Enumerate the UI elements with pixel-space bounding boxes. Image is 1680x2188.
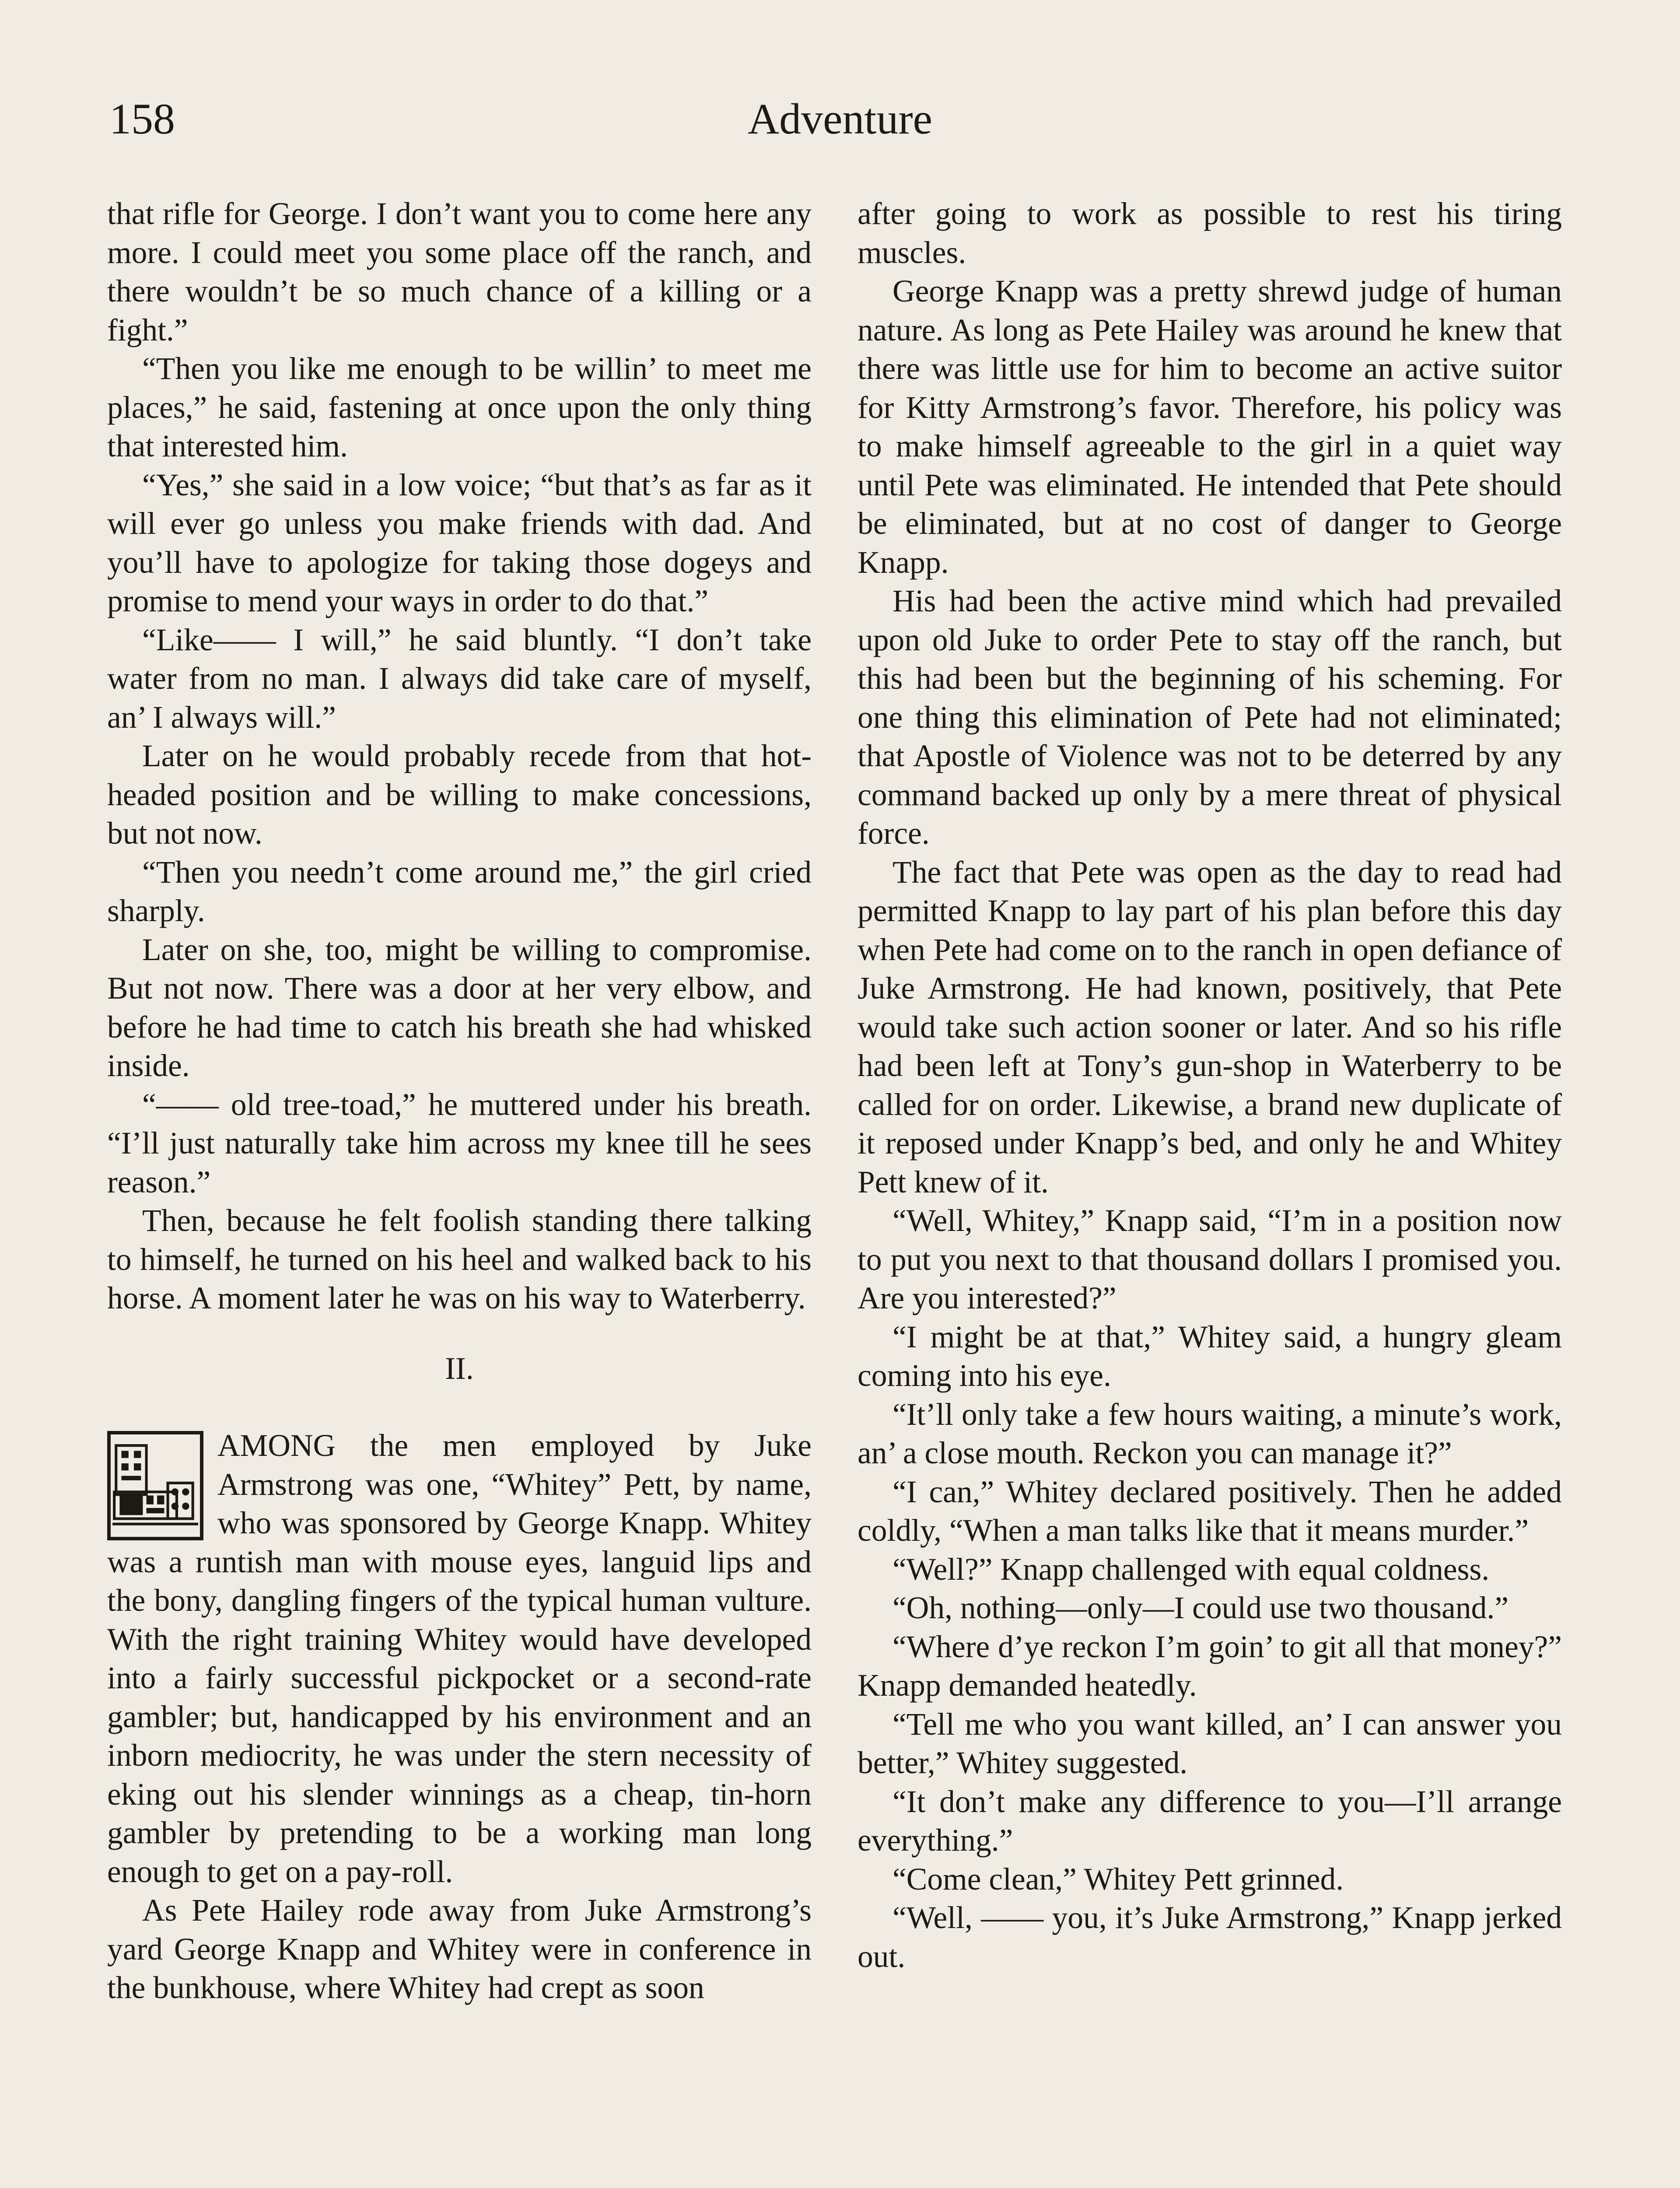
running-head-title: Adventure xyxy=(747,95,933,143)
dropcap-illustration-icon xyxy=(107,1431,203,1540)
paragraph: “It’ll only take a few hours waiting, a minute’s work, an’ a close mouth. Reckon you can manage it?” xyxy=(858,1397,1562,1470)
paragraph: “Then you like me enough to be willin’ to meet me places,” he said, fastening at once upon the only thing that interested him. xyxy=(107,351,812,463)
paragraph: The fact that Pete was open as the day to read had permitted Knapp to lay part of his plan before this day when Pete had come on to the ranch in open defiance of Juke Armstrong. He had known, positively, that Pete would take such action sooner or later. And so his rifle had been left at Tony’s gun-shop in Waterberry to be called for on order. Likewise, a brand new duplicate of it reposed under Knapp’s bed, and only he and Whitey Pett knew of it. xyxy=(858,855,1562,1199)
paragraph: “Well, —— you, it’s Juke Armstrong,” Knapp jerked out. xyxy=(858,1900,1562,1974)
paragraph: that rifle for George. I don’t want you to come here any more. I could meet you some place off the ranch, and there wouldn’t be so much chance of a killing or a fight.” xyxy=(107,196,812,347)
paragraph: “—— old tree-toad,” he muttered under his breath. “I’ll just naturally take him across my knee till he sees reason.” xyxy=(107,1087,812,1199)
paragraph: His had been the active mind which had prevailed upon old Juke to order Pete to stay off the ranch, but this had been but the beginning of his scheming. For one thing this elimination of Pete had not eliminated; that Apostle of Violence was not to be deterred by any command backed up only by a mere threat of physical force. xyxy=(858,584,1562,851)
paragraph: AMONG the men employed by Juke Armstrong was one, “Whitey” Pett, by name, who was sponsored by George Knapp. Whitey was a runtish man with mouse eyes, languid lips and the bony, dangling fingers of the typical human vulture. With the right training Whitey would have developed into a fairly successful pickpocket or a second-rate gambler; but, handicapped by his environment and an inborn mediocrity, he was under the stern necessity of eking out his slender winnings as a cheap, tin-horn gambler by pretending to be a working man long enough to get on a pay-roll. xyxy=(107,1428,812,1889)
paragraph: “Tell me who you want killed, an’ I can answer you better,” Whitey suggested. xyxy=(858,1707,1562,1780)
paragraph: “Like—— I will,” he said bluntly. “I don’t take water from no man. I always did take care of myself, an’ I always will.” xyxy=(107,622,812,735)
paragraph: Then, because he felt foolish standing there talking to himself, he turned on his heel and walked back to his horse. A moment later he was on his way to Waterberry. xyxy=(107,1203,812,1315)
paragraph: after going to work as possible to rest his tiring muscles. xyxy=(858,196,1562,270)
paragraph: “It don’t make any difference to you—I’ll arrange everything.” xyxy=(858,1784,1562,1858)
paragraph: “I might be at that,” Whitey said, a hungry gleam coming into his eye. xyxy=(858,1319,1562,1393)
paragraph: “Oh, nothing—only—I could use two thousand.” xyxy=(892,1591,1508,1625)
paragraph: “Yes,” she said in a low voice; “but that’s as far as it will ever go unless you make friends with dad. And you’ll have to apologize for taking those dogeys and promise to mend your ways in order to do that.” xyxy=(107,467,812,618)
paragraph: “I can,” Whitey declared positively. Then he added coldly, “When a man talks like that it means murder.” xyxy=(858,1474,1562,1548)
paragraph: “Come clean,” Whitey Pett grinned. xyxy=(892,1862,1344,1897)
paragraph: “Well?” Knapp challenged with equal coldness. xyxy=(892,1552,1490,1587)
paragraph: “Where d’ye reckon I’m goin’ to git all that money?” Knapp demanded heatedly. xyxy=(858,1629,1562,1703)
paragraph: Later on she, too, might be willing to compromise. But not now. There was a door at her very elbow, and before he had time to catch his breath she had whisked inside. xyxy=(107,932,812,1083)
left-column xyxy=(107,195,812,2008)
page-number: 158 xyxy=(109,95,175,143)
paragraph: Later on he would probably recede from that hot-headed position and be willing to make concessions, but not now. xyxy=(107,739,812,851)
right-column xyxy=(858,195,1562,1976)
paragraph: “Well, Whitey,” Knapp said, “I’m in a position now to put you next to that thousand dollars I promised you. Are you interested?” xyxy=(858,1203,1562,1315)
section-heading: II. xyxy=(445,1351,474,1386)
paragraph: “Then you needn’t come around me,” the girl cried sharply. xyxy=(107,855,812,928)
paragraph: As Pete Hailey rode away from Juke Armstrong’s yard George Knapp and Whitey were in conference in the bunkhouse, where Whitey had crept as soon xyxy=(107,1893,812,2005)
paragraph: George Knapp was a pretty shrewd judge of human nature. As long as Pete Hailey was around he knew that there was little use for him to become an active suitor for Kitty Armstrong’s favor. Therefore, his policy was to make himself agreeable to the girl in a quiet way until Pete was eliminated. He intended that Pete should be eliminated, but at no cost of danger to George Knapp. xyxy=(858,274,1562,580)
